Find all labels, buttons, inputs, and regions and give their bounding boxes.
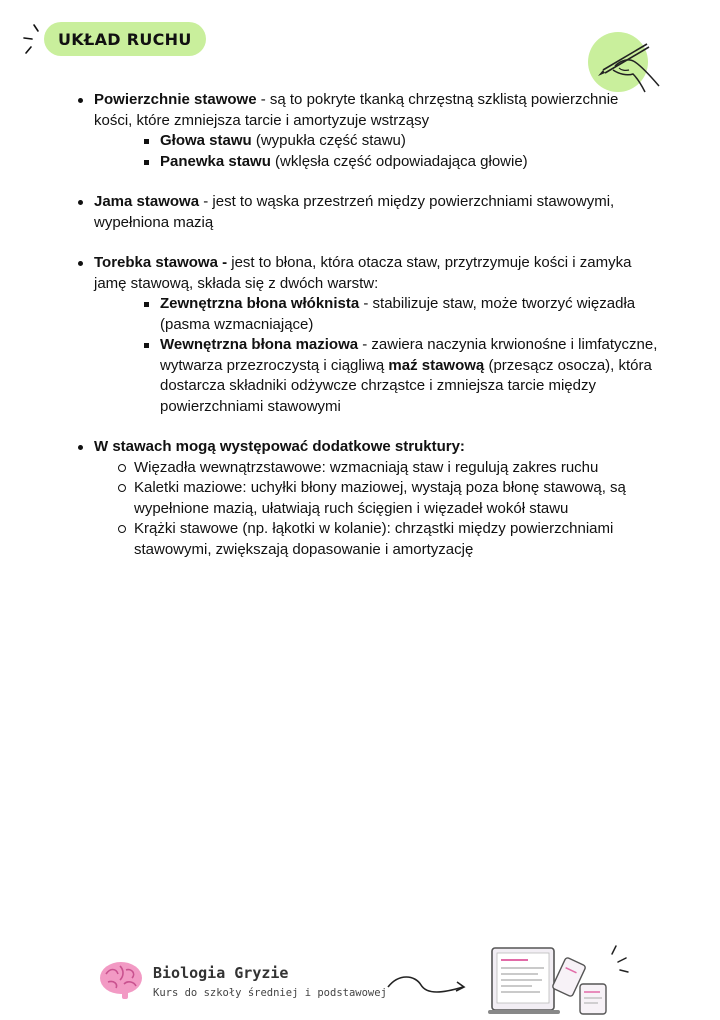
sublist [94, 458, 658, 561]
sublist-item: Kaletki maziowe: uchyłki błony maziowej, wystają poza błonę stawową, są wypełnione mazią, ułatwiają ruch ścięgien i więzadeł wokół stawu [118, 478, 658, 519]
definition: - zawiera naczynia krwionośne i limfatyczne, wytwarza przezroczystą i ciągliwą [160, 336, 658, 374]
list-item-dodatkowe [78, 437, 658, 560]
main-content [78, 90, 658, 580]
devices-icon [488, 940, 638, 1018]
brand-name: Biologia Gryzie [153, 964, 289, 982]
sublist [94, 131, 658, 172]
brain-icon [98, 958, 144, 1000]
sublist-item [144, 294, 658, 335]
sublist-item [144, 152, 658, 173]
definition: (wypukła część stawu) [251, 132, 406, 149]
definition: (przesącz osocza), która dostarcza składniki odżywcze chrząstce i zmniejsza tarcie między powierzchniami stawowymi [160, 356, 652, 415]
sublist-item: Krążki stawowe (np. łąkotki w kolanie): chrząstki między powierzchniami stawowymi, zwiększają dopasowanie i amortyzację [118, 519, 658, 560]
term: Wewnętrzna błona maziowa [160, 336, 359, 353]
term: maź stawową [388, 356, 485, 374]
list-item-torebka [78, 253, 658, 417]
term: Powierzchnie stawowe [94, 91, 257, 108]
list-item-powierzchnie [78, 90, 658, 172]
definition: - jest to wąska przestrzeń między powierzchniami stawowymi, wypełniona mazią [94, 193, 615, 231]
burst-lines-icon [20, 22, 42, 56]
term: Głowa stawu [160, 132, 252, 149]
list-item-jama [78, 192, 658, 233]
brand-tagline: Kurs do szkoły średniej i podstawowej [153, 987, 387, 999]
sublist-item [144, 335, 658, 417]
definition: jest to błona, która otacza staw, przytrzymuje kości i zamyka jamę stawową, składa się z dwóch warstw: [94, 254, 632, 292]
term: Torebka stawowa - [94, 254, 228, 271]
page-title-badge: UKŁAD RUCHU [44, 22, 206, 56]
term: Panewka stawu [160, 152, 271, 170]
term: W stawach mogą występować dodatkowe struktury: [94, 438, 465, 455]
sublist-item: Więzadła wewnątrzstawowe: wzmacniają staw i regulują zakres ruchu [118, 458, 658, 479]
term: Zewnętrzna błona włóknista [160, 295, 360, 312]
sublist [94, 294, 658, 417]
definition: - stabilizuje staw, może tworzyć więzadła (pasma wzmacniające) [160, 295, 636, 333]
curved-arrow-icon [385, 965, 470, 1000]
term: Jama stawowa [94, 193, 200, 210]
definition: - są to pokryte tkanką chrzęstną szklistą powierzchnie kości, które zmniejsza tarcie i amortyzuje wstrząsy [94, 91, 619, 129]
sublist-item [144, 131, 658, 152]
definition: (wklęsła część odpowiadająca głowie) [270, 152, 528, 170]
writing-hand-icon [585, 26, 665, 98]
